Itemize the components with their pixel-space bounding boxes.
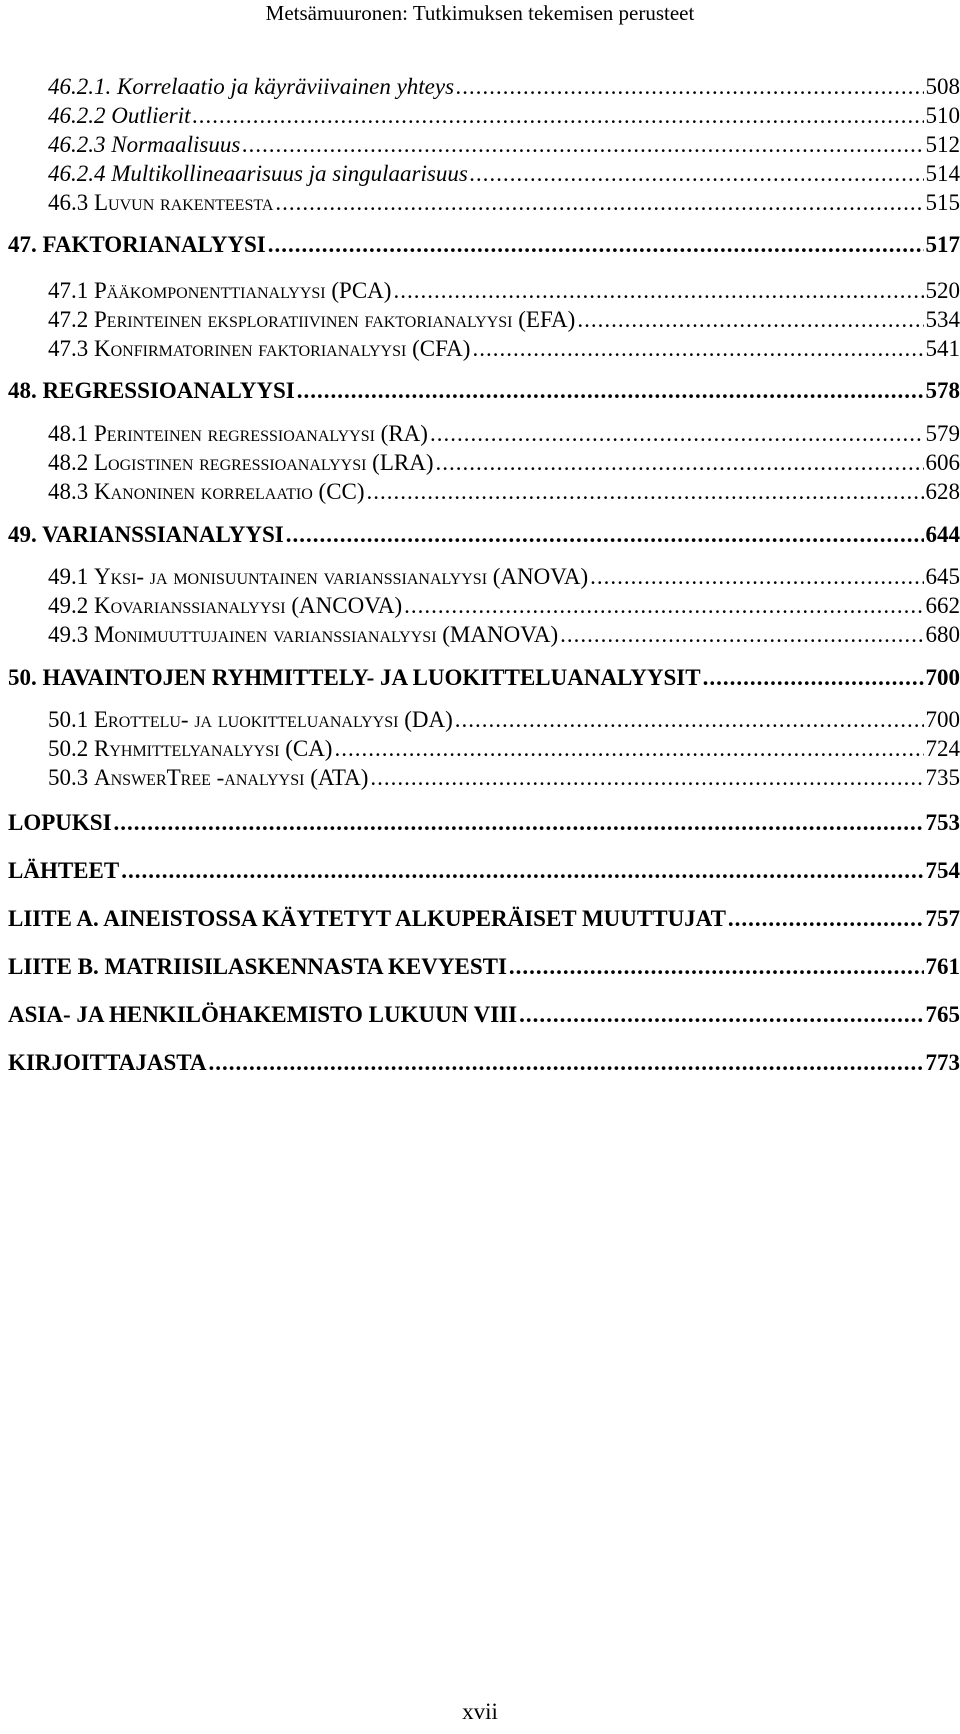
toc-entry[interactable] [48, 188, 960, 218]
toc-entry-page: 508 [925, 74, 960, 99]
dot-leader [436, 448, 924, 478]
toc-entry-label: Logistinen regressioanalyysi (LRA) [94, 450, 434, 475]
toc-entry[interactable] [48, 477, 960, 507]
toc-entry-label: Yksi- ja monisuuntainen varianssianalyysi (ANOVA) [94, 564, 589, 589]
toc-entry-title [48, 419, 428, 449]
toc-entry-number: 49.1 [48, 564, 89, 589]
toc-entry-page: 515 [925, 190, 960, 215]
toc-entry-label: Perinteinen regressioanalyysi (RA) [94, 421, 428, 446]
toc-entry-label: Pääkomponenttianalyysi (PCA) [94, 278, 392, 303]
toc-entry-number: 48.1 [48, 421, 89, 446]
toc-entry-label: Outlierit [111, 103, 191, 128]
dot-leader [370, 763, 923, 793]
dot-leader [470, 159, 924, 189]
toc-entry-title [48, 562, 588, 592]
toc-entry-page: 512 [925, 132, 960, 157]
toc-entry[interactable] [48, 591, 960, 621]
toc-entry[interactable] [8, 230, 960, 260]
toc-entry[interactable] [8, 376, 960, 406]
toc-entry-label: VARIANSSIANALYYSI [42, 522, 284, 547]
dot-leader [560, 620, 923, 650]
toc-entry-number: 48.3 [48, 479, 89, 504]
toc-entry[interactable] [8, 663, 960, 693]
toc-entry-label: LÄHTEET [8, 858, 120, 883]
dot-leader [509, 952, 924, 982]
page-number: xvii [462, 1699, 498, 1724]
toc-entry-page: 514 [925, 161, 960, 186]
dot-leader [242, 130, 923, 160]
toc-entry-page: 579 [925, 421, 960, 446]
toc-entry-page: 541 [925, 336, 960, 361]
toc-entry[interactable] [48, 334, 960, 364]
toc-entry-number: 50. [8, 665, 37, 690]
toc-entry-title [8, 952, 507, 982]
toc-entry-title [8, 230, 266, 260]
dot-leader [728, 904, 924, 934]
dot-leader [275, 188, 923, 218]
toc-entry-label: AnswerTree -analyysi (ATA) [94, 765, 369, 790]
toc-entry-page: 680 [925, 622, 960, 647]
toc-entry-number: 46.2.4 [48, 161, 106, 186]
toc-entry-label: Kanoninen korrelaatio (CC) [94, 479, 365, 504]
toc-entry-title [48, 448, 434, 478]
toc-entry-label: REGRESSIOANALYYSI [42, 378, 295, 403]
toc-entry-page: 520 [925, 278, 960, 303]
toc-entry-label: Monimuuttujainen varianssianalyysi (MANOVA) [94, 622, 559, 647]
toc-entry-number: 47.1 [48, 278, 89, 303]
toc-entry-page: 724 [925, 736, 960, 761]
toc-entry-title [48, 276, 391, 306]
toc-entry-title [48, 188, 273, 218]
dot-leader [286, 520, 924, 550]
toc-entry-label: FAKTORIANALYYSI [42, 232, 266, 257]
toc-entry-title [8, 663, 701, 693]
toc-entry-label: Perinteinen eksploratiivinen faktorianalyysi (EFA) [94, 307, 576, 332]
dot-leader [121, 856, 923, 886]
toc-entry-label: Ryhmittelyanalyysi (CA) [94, 736, 333, 761]
toc-entry-label: Korrelaatio ja käyräviivainen yhteys [117, 74, 455, 99]
toc-entry-page: 645 [925, 564, 960, 589]
toc-entry-title [8, 1000, 517, 1030]
toc-entry-page: 765 [925, 1002, 960, 1027]
toc-entry-label: LIITE A. AINEISTOSSA KÄYTETYT ALKUPERÄISET MUUTTUJAT [8, 906, 726, 931]
toc-entry-number: 46.2.2 [48, 103, 106, 128]
toc-entry[interactable] [8, 808, 960, 838]
toc-entry[interactable] [8, 952, 960, 982]
toc-entry-title [48, 159, 468, 189]
toc-entry[interactable] [48, 159, 960, 189]
toc-entry-page: 753 [925, 810, 960, 835]
toc-entry-label: Multikollineaarisuus ja singulaarisuus [111, 161, 468, 186]
toc-entry[interactable] [48, 419, 960, 449]
toc-entry-page: 628 [925, 479, 960, 504]
dot-leader [577, 305, 923, 335]
toc-entry-title [48, 101, 190, 131]
toc-entry-label: KIRJOITTAJASTA [8, 1050, 207, 1075]
toc-entry-number: 49.2 [48, 593, 89, 618]
toc-entry-label: Normaalisuus [111, 132, 241, 157]
toc-entry-number: 50.2 [48, 736, 89, 761]
toc-entry-page: 761 [925, 954, 960, 979]
toc-entry-title [48, 734, 332, 764]
dot-leader [297, 376, 924, 406]
dot-leader [334, 734, 923, 764]
toc-entry-label: LOPUKSI [8, 810, 112, 835]
toc-entry-title [48, 130, 240, 160]
toc-entry-title [48, 620, 558, 650]
toc-entry-number: 47. [8, 232, 37, 257]
toc-entry-title [48, 72, 454, 102]
toc-entry[interactable] [48, 305, 960, 335]
dot-leader [430, 419, 924, 449]
dot-leader [192, 101, 923, 131]
toc-entry[interactable] [48, 734, 960, 764]
toc-entry-title [8, 856, 119, 886]
toc-entry-label: ASIA- JA HENKILÖHAKEMISTO LUKUUN VIII [8, 1002, 518, 1027]
dot-leader [472, 334, 923, 364]
toc-entry[interactable] [48, 448, 960, 478]
dot-leader [393, 276, 923, 306]
toc-entry-page: 757 [925, 906, 960, 931]
toc-entry-page: 735 [925, 765, 960, 790]
toc-entry-number: 48. [8, 378, 37, 403]
toc-entry-label: Konfirmatorinen faktorianalyysi (CFA) [94, 336, 471, 361]
toc-entry-page: 578 [925, 378, 960, 403]
toc-entry[interactable] [48, 72, 960, 102]
toc-entry[interactable] [48, 562, 960, 592]
toc-entry-page: 534 [925, 307, 960, 332]
toc-entry[interactable] [48, 763, 960, 793]
toc-entry[interactable] [8, 520, 960, 550]
toc-entry-number: 49. [8, 522, 37, 547]
dot-leader [268, 230, 924, 260]
toc-entry[interactable] [8, 904, 960, 934]
toc-entry[interactable] [48, 130, 960, 160]
toc-entry-page: 700 [925, 665, 960, 690]
dot-leader [209, 1048, 924, 1078]
toc-entry-title [48, 477, 365, 507]
toc-entry-title [8, 904, 726, 934]
toc-entry-page: 644 [925, 522, 960, 547]
toc-entry-page: 662 [925, 593, 960, 618]
toc-entry[interactable] [48, 101, 960, 131]
toc-entry-label: HAVAINTOJEN RYHMITTELY- JA LUOKITTELUANALYYSIT [42, 665, 701, 690]
toc-entry-label: Erottelu- ja luokitteluanalyysi (DA) [94, 707, 453, 732]
toc-entry-page: 773 [925, 1050, 960, 1075]
toc-entry-title [8, 376, 295, 406]
dot-leader [404, 591, 923, 621]
toc-entry-number: 47.3 [48, 336, 89, 361]
toc-entry-page: 606 [925, 450, 960, 475]
dot-leader [367, 477, 924, 507]
dot-leader [703, 663, 924, 693]
toc-entry-title [48, 591, 402, 621]
dot-leader [114, 808, 924, 838]
toc-entry-page: 517 [925, 232, 960, 257]
dot-leader [455, 705, 924, 735]
toc-entry-number: 48.2 [48, 450, 89, 475]
toc-entry-number: 46.2.3 [48, 132, 106, 157]
toc-entry-title [48, 705, 453, 735]
toc-entry[interactable] [8, 1048, 960, 1078]
toc-entry-page: 754 [925, 858, 960, 883]
toc-entry-page: 700 [925, 707, 960, 732]
toc-entry-title [8, 520, 284, 550]
toc-entry-number: 50.1 [48, 707, 89, 732]
dot-leader [590, 562, 923, 592]
toc-entry[interactable] [48, 705, 960, 735]
toc-entry-number: 47.2 [48, 307, 89, 332]
toc-entry-title [48, 763, 368, 793]
toc-entry-title [8, 1048, 207, 1078]
toc-entry-label: Kovarianssianalyysi (ANCOVA) [94, 593, 403, 618]
running-header: Metsämuuronen: Tutkimuksen tekemisen perusteet [265, 1, 695, 25]
toc-entry[interactable] [48, 620, 960, 650]
dot-leader [456, 72, 923, 102]
toc-entry-page: 510 [925, 103, 960, 128]
toc-entry-title [48, 305, 575, 335]
toc-entry[interactable] [8, 1000, 960, 1030]
toc-entry-title [48, 334, 470, 364]
toc-entry-number: 46.3 [48, 190, 89, 215]
toc-entry-title [8, 808, 112, 838]
dot-leader [519, 1000, 923, 1030]
toc-entry[interactable] [48, 276, 960, 306]
toc-entry-number: 49.3 [48, 622, 89, 647]
toc-entry[interactable] [8, 856, 960, 886]
toc-entry-label: LIITE B. MATRIISILASKENNASTA KEVYESTI [8, 954, 507, 979]
toc-entry-label: Luvun rakenteesta [94, 190, 274, 215]
toc-entry-number: 46.2.1. [48, 74, 112, 99]
toc-entry-number: 50.3 [48, 765, 89, 790]
